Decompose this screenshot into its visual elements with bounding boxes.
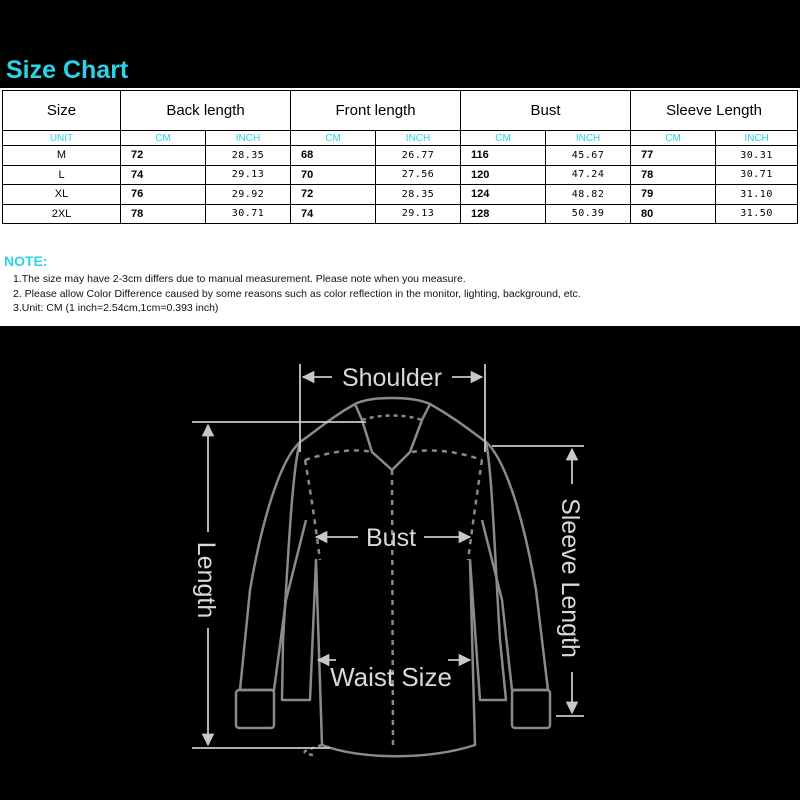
back-cm-cell: 74 (121, 165, 206, 185)
table-row (3, 165, 798, 185)
right-cuff (512, 690, 550, 728)
right-sleeve (482, 442, 548, 690)
size-cell: 2XL (3, 204, 121, 224)
shirt-diagram-svg (0, 340, 800, 800)
sleeve-inch-cell: 31.50 (716, 204, 798, 224)
table-header-row (3, 91, 798, 131)
front-inch-cell: 29.13 (376, 204, 461, 224)
unit-inch: INCH (716, 131, 798, 146)
unit-cm: CM (461, 131, 546, 146)
header-bust: Bust (461, 91, 631, 131)
left-armhole-seam (305, 460, 320, 560)
unit-inch: INCH (206, 131, 291, 146)
table-row (3, 204, 798, 224)
unit-row (3, 131, 798, 146)
back-cm-cell: 72 (121, 146, 206, 166)
front-inch-cell: 26.77 (376, 146, 461, 166)
bust-inch-cell: 48.82 (546, 185, 631, 205)
header-back-length: Back length (121, 91, 291, 131)
left-sleeve (240, 442, 306, 690)
unit-label: UNIT (3, 131, 121, 146)
placket (392, 470, 393, 748)
page-title: Size Chart (6, 56, 129, 84)
table-row (3, 185, 798, 205)
sleeve-length-label: Sleeve Length (556, 498, 584, 658)
left-cuff (236, 690, 274, 728)
back-inch-cell: 29.92 (206, 185, 291, 205)
bust-inch-cell: 50.39 (546, 204, 631, 224)
back-inch-cell: 29.13 (206, 165, 291, 185)
note-line: 2. Please allow Color Difference caused by some reasons such as color reflection in the monitor, lighting, background, etc. (13, 287, 581, 300)
table-row (3, 146, 798, 166)
right-armhole-seam (468, 460, 482, 560)
back-inch-cell: 30.71 (206, 204, 291, 224)
bust-cm-cell: 116 (461, 146, 546, 166)
sleeve-inch-cell: 31.10 (716, 185, 798, 205)
front-cm-cell: 74 (291, 204, 376, 224)
unit-inch: INCH (376, 131, 461, 146)
unit-cm: CM (631, 131, 716, 146)
size-cell: M (3, 146, 121, 166)
shirt-measurement-diagram (0, 340, 800, 800)
bust-inch-cell: 47.24 (546, 165, 631, 185)
sleeve-cm-cell: 79 (631, 185, 716, 205)
back-cm-cell: 76 (121, 185, 206, 205)
sleeve-cm-cell: 77 (631, 146, 716, 166)
bust-cm-cell: 128 (461, 204, 546, 224)
sleeve-inch-cell: 30.71 (716, 165, 798, 185)
size-cell: L (3, 165, 121, 185)
diagram-labels (192, 364, 584, 692)
left-yoke-seam (305, 450, 372, 460)
back-inch-cell: 28.35 (206, 146, 291, 166)
size-table (2, 90, 798, 224)
note-line: 3.Unit: CM (1 inch=2.54cm,1cm=0.393 inch) (13, 302, 219, 314)
bust-cm-cell: 124 (461, 185, 546, 205)
front-inch-cell: 27.56 (376, 165, 461, 185)
header-sleeve-length: Sleeve Length (631, 91, 798, 131)
header-size: Size (3, 91, 121, 131)
length-label: Length (192, 541, 220, 619)
waist-size-label: Waist Size (330, 662, 452, 692)
sleeve-cm-cell: 80 (631, 204, 716, 224)
bust-label: Bust (365, 524, 417, 552)
front-inch-cell: 28.35 (376, 185, 461, 205)
unit-cm: CM (121, 131, 206, 146)
unit-cm: CM (291, 131, 376, 146)
unit-inch: INCH (546, 131, 631, 146)
size-cell: XL (3, 185, 121, 205)
front-cm-cell: 72 (291, 185, 376, 205)
front-cm-cell: 68 (291, 146, 376, 166)
back-cm-cell: 78 (121, 204, 206, 224)
sleeve-cm-cell: 78 (631, 165, 716, 185)
bust-inch-cell: 45.67 (546, 146, 631, 166)
collar (355, 398, 430, 470)
note-heading: NOTE: (4, 253, 48, 269)
right-yoke-seam (412, 450, 482, 460)
note-line: 1.The size may have 2-3cm differs due to manual measurement. Please note when you measure. (13, 273, 466, 285)
hem (305, 745, 322, 756)
note-list (13, 272, 581, 316)
front-cm-cell: 70 (291, 165, 376, 185)
collar-band (362, 416, 422, 421)
header-front-length: Front length (291, 91, 461, 131)
bust-cm-cell: 120 (461, 165, 546, 185)
shirt-outline (236, 398, 550, 756)
size-chart-panel (0, 88, 800, 326)
sleeve-inch-cell: 30.31 (716, 146, 798, 166)
shoulder-label: Shoulder (341, 364, 443, 392)
